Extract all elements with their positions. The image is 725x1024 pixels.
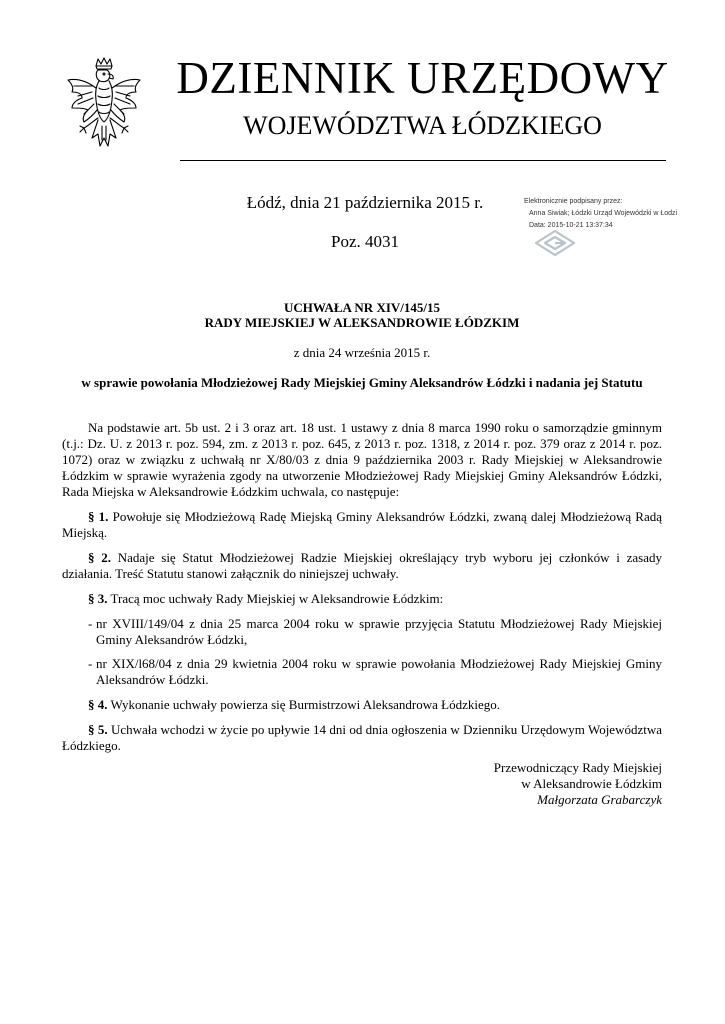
resolution-date: z dnia 24 września 2015 r.	[293, 345, 431, 360]
resolution-body	[62, 420, 662, 763]
resolution-council: RADY MIEJSKIEJ W ALEKSANDROWIE ŁÓDZKIM	[204, 315, 520, 330]
signature-checkmark-icon	[532, 228, 578, 258]
list-item	[62, 656, 662, 688]
signatory-role: Przewodniczący Rady Miejskiej	[493, 760, 662, 775]
section-4-text: Wykonanie uchwały powierza się Burmistrzowi Aleksandrowa Łódzkiego.	[110, 697, 500, 712]
list-dash: -	[88, 616, 93, 631]
list-item-text: nr XIX/l68/04 z dnia 29 kwietnia 2004 roku w sprawie powołania Młodzieżowej Rady Miejskiej Gminy Aleksandrów Łódzki.	[96, 656, 662, 687]
resolution-subject: w sprawie powołania Młodzieżowej Rady Miejskiej Gminy Aleksandrów Łódzki i nadania jej Statutu	[81, 375, 643, 390]
masthead-subtitle: WOJEWÓDZTWA ŁÓDZKIEGO	[243, 111, 602, 140]
signatory-location: w Aleksandrowie Łódzkim	[521, 776, 662, 791]
electronic-signature-block	[524, 196, 684, 232]
signature-date: Data: 2015-10-21 13:37:34	[529, 222, 613, 229]
section-3-label: § 3.	[88, 591, 108, 606]
list-item-text: nr XVIII/149/04 z dnia 25 marca 2004 roku w sprawie przyjęcia Statutu Młodzieżowej Rady Miejskiej Gminy Aleksandrów Łódzki,	[96, 616, 662, 647]
list-item	[62, 616, 662, 648]
polish-eagle-icon	[62, 56, 146, 164]
resolution-number: UCHWAŁA NR XIV/145/15	[283, 300, 440, 315]
masthead-divider	[180, 160, 666, 161]
resolution-title	[62, 300, 662, 330]
issue-place-date: Łódź, dnia 21 października 2015 r.	[246, 193, 484, 212]
masthead-title: DZIENNIK URZĘDOWY	[176, 53, 669, 103]
section-5-text: Uchwała wchodzi w życie po upływie 14 dni od dnia ogłoszenia w Dzienniku Urzędowym Województwa Łódzkiego.	[62, 722, 663, 753]
signatory-block	[440, 760, 662, 808]
section-2-label: § 2.	[88, 550, 111, 565]
section-1	[62, 509, 662, 541]
preamble: Na podstawie art. 5b ust. 2 i 3 oraz art. 18 ust. 1 ustawy z dnia 8 marca 1990 roku o samorządzie gminnym (t.j.: Dz. U. z 2013 r. poz. 594, zm. z 2013 r. poz. 645, z 2013 r. poz. 1318, z 2014 r. poz. 379 oraz z 2014 r. poz. 1072) oraz w związku z uchwałą nr X/80/03 z dnia 9 października 2003 r. Rady Miejskiej w Aleksandrowie Łódzkim w sprawie wyrażenia zgody na utworzenie Młodzieżowej Rady Miejskiej Gminy Aleksandrów Łódzki, Rada Miejska w Aleksandrowie Łódzkim uchwala, co następuje:	[62, 420, 662, 499]
signature-heading: Elektronicznie podpisany przez:	[524, 198, 623, 205]
section-2	[62, 550, 662, 582]
list-dash: -	[88, 656, 93, 671]
section-3	[62, 591, 662, 607]
section-3-text: Tracą moc uchwały Rady Miejskiej w Aleksandrowie Łódzkim:	[110, 591, 444, 606]
section-4	[62, 697, 662, 713]
signature-signer: Anna Siwiak; Łódzki Urząd Wojewódzki w Łodzi	[529, 210, 678, 217]
issue-position: Poz. 4031	[331, 232, 399, 251]
section-1-label: § 1.	[88, 509, 109, 524]
section-2-text: Nadaje się Statut Młodzieżowej Radzie Miejskiej określający tryb wyboru jej członków i zasady działania. Treść Statutu stanowi załącznik do niniejszej uchwały.	[62, 550, 663, 581]
signatory-name: Małgorzata Grabarczyk	[537, 792, 662, 807]
section-5	[62, 722, 662, 754]
repealed-list	[62, 616, 662, 688]
section-1-text: Powołuje się Młodzieżową Radę Miejską Gminy Aleksandrów Łódzki, zwaną dalej Młodzieżową Radą Miejską.	[62, 509, 663, 540]
section-5-label: § 5.	[88, 722, 108, 737]
section-4-label: § 4.	[88, 697, 108, 712]
